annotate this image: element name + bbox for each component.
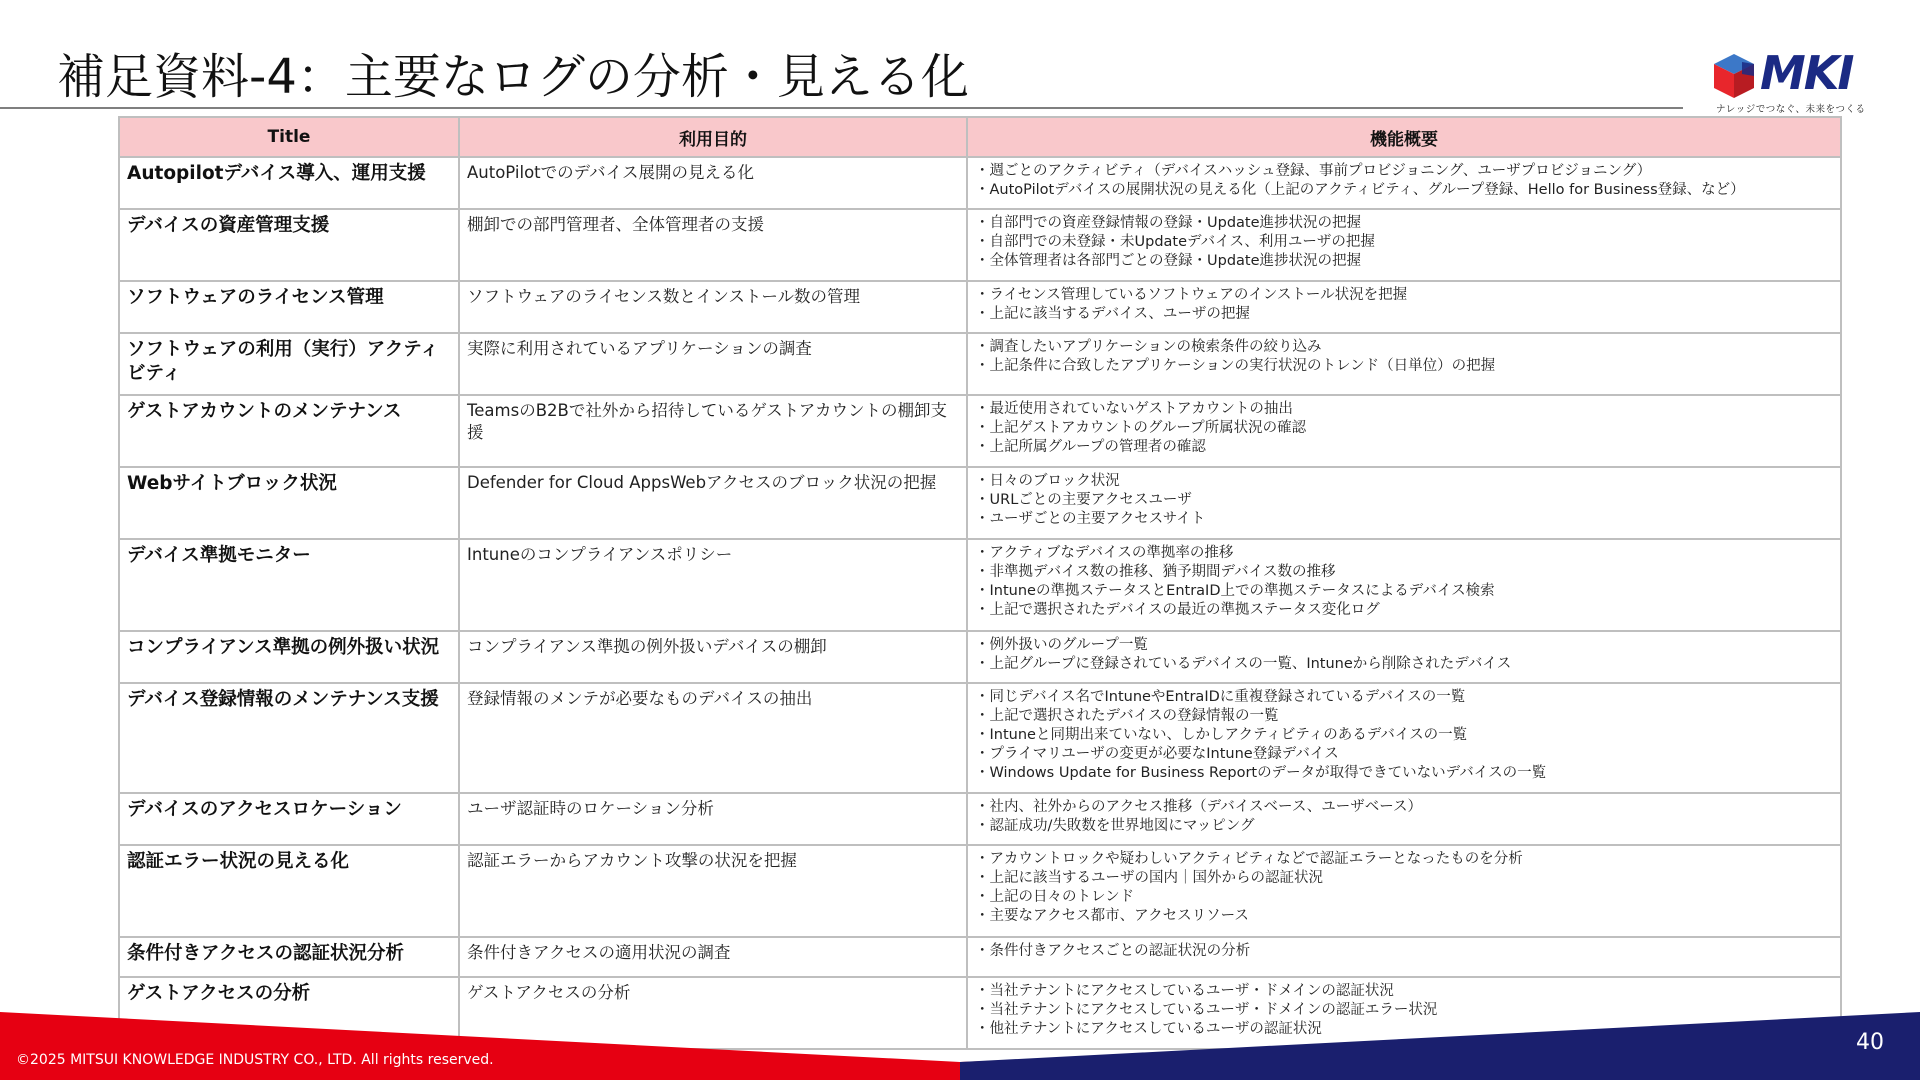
row-features [967,395,1841,467]
row-features [967,209,1841,281]
table-row [119,281,1841,333]
feature-item: ・Windows Update for Business Reportのデータが取得できていないデバイスの一覧 [975,765,1547,781]
feature-item: ・上記条件に合致したアプリケーションの実行状況のトレンド（日単位）の把握 [975,358,1496,374]
row-title: デバイス準拠モニター [119,539,459,631]
feature-item: ・ユーザごとの主要アクセスサイト [975,511,1206,527]
logo-wordmark: MKI [1760,46,1853,100]
row-title: 認証エラー状況の見える化 [119,845,459,937]
row-features [967,631,1841,683]
feature-item: ・非準拠デバイス数の推移、猶予期間デバイス数の推移 [975,564,1336,580]
feature-item: ・上記グループに登録されているデバイスの一覧、Intuneから削除されたデバイス [975,656,1512,672]
row-purpose: 登録情報のメンテが必要なものデバイスの抽出 [459,683,967,793]
row-purpose: コンプライアンス準拠の例外扱いデバイスの棚卸 [459,631,967,683]
feature-item: ・プライマリユーザの変更が必要なIntune登録デバイス [975,746,1339,762]
feature-item: ・上記所属グループの管理者の確認 [975,439,1206,455]
row-purpose: Intuneのコンプライアンスポリシー [459,539,967,631]
row-title: ソフトウェアの利用（実行）アクティビティ [119,333,459,395]
row-purpose: ソフトウェアのライセンス数とインストール数の管理 [459,281,967,333]
feature-item: ・調査したいアプリケーションの検索条件の絞り込み [975,339,1322,355]
table-body [119,157,1841,1049]
table-row [119,157,1841,209]
row-purpose: 条件付きアクセスの適用状況の調査 [459,937,967,977]
footer-band [0,1012,1920,1080]
table-row [119,937,1841,977]
row-features [967,845,1841,937]
row-features [967,157,1841,209]
table-row [119,683,1841,793]
table-row [119,395,1841,467]
feature-item: ・条件付きアクセスごとの認証状況の分析 [975,943,1251,959]
feature-item: ・ライセンス管理しているソフトウェアのインストール状況を把握 [975,287,1408,303]
row-purpose: Defender for Cloud AppsWebアクセスのブロック状況の把握 [459,467,967,539]
feature-item: ・認証成功/失敗数を世界地図にマッピング [975,818,1255,834]
feature-item: ・URLごとの主要アクセスユーザ [975,492,1192,508]
page-number: 40 [1856,1030,1884,1055]
table-row [119,631,1841,683]
row-title: Webサイトブロック状況 [119,467,459,539]
row-title: ゲストアカウントのメンテナンス [119,395,459,467]
feature-item: ・上記の日々のトレンド [975,889,1135,905]
row-purpose: ゲストアクセスの分析 [459,977,967,1049]
feature-item: ・週ごとのアクティビティ（デバイスハッシュ登録、事前プロビジョニング、ユーザプロビジョニング） [975,163,1652,179]
row-features [967,281,1841,333]
mki-logo [1712,46,1872,120]
row-title: ソフトウェアのライセンス管理 [119,281,459,333]
title-divider [0,107,1683,109]
header-title: Title [119,117,459,157]
feature-item: ・同じデバイス名でIntuneやEntraIDに重複登録されているデバイスの一覧 [975,689,1466,705]
feature-item: ・AutoPilotデバイスの展開状況の見える化（上記のアクティビティ、グループ登録、Hello for Business登録、など） [975,182,1745,198]
row-purpose: AutoPilotでのデバイス展開の見える化 [459,157,967,209]
page-title: 補足資料-4：主要なログの分析・見える化 [57,49,969,105]
feature-item: ・上記に該当するユーザの国内｜国外からの認証状況 [975,870,1323,886]
row-purpose: 認証エラーからアカウント攻撃の状況を把握 [459,845,967,937]
table-row [119,845,1841,937]
cube-logo-icon [1712,52,1756,100]
feature-item: ・全体管理者は各部門ごとの登録・Update進捗状況の把握 [975,253,1362,269]
feature-item: ・上記で選択されたデバイスの最近の準拠ステータス変化ログ [975,602,1380,618]
feature-item: ・自部門での未登録・未Updateデバイス、利用ユーザの把握 [975,234,1375,250]
table-row [119,539,1841,631]
feature-item: ・アカウントロックや疑わしいアクティビティなどで認証エラーとなったものを分析 [975,851,1523,867]
log-analysis-table [118,116,1842,1050]
feature-item: ・当社テナントにアクセスしているユーザ・ドメインの認証エラー状況 [975,1002,1438,1018]
feature-item: ・当社テナントにアクセスしているユーザ・ドメインの認証状況 [975,983,1394,999]
feature-item: ・上記ゲストアカウントのグループ所属状況の確認 [975,420,1307,436]
row-features [967,333,1841,395]
row-purpose: 棚卸での部門管理者、全体管理者の支援 [459,209,967,281]
feature-item: ・日々のブロック状況 [975,473,1120,489]
table-row [119,333,1841,395]
row-features [967,539,1841,631]
feature-item: ・例外扱いのグループ一覧 [975,637,1148,653]
row-features [967,683,1841,793]
feature-item: ・最近使用されていないゲストアカウントの抽出 [975,401,1293,417]
feature-item: ・アクティブなデバイスの準拠率の推移 [975,545,1234,561]
copyright-text: ©2025 MITSUI KNOWLEDGE INDUSTRY CO., LTD. All rights reserved. [16,1052,494,1068]
feature-item: ・自部門での資産登録情報の登録・Update進捗状況の把握 [975,215,1362,231]
feature-item: ・他社テナントにアクセスしているユーザの認証状況 [975,1021,1322,1037]
logo-tagline: ナレッジでつなぐ、未来をつくる [1716,104,1866,115]
table-row [119,467,1841,539]
row-title: Autopilotデバイス導入、運用支援 [119,157,459,209]
header-features: 機能概要 [967,117,1841,157]
row-title: デバイス登録情報のメンテナンス支援 [119,683,459,793]
row-title: 条件付きアクセスの認証状況分析 [119,937,459,977]
row-purpose: 実際に利用されているアプリケーションの調査 [459,333,967,395]
feature-item: ・Intuneと同期出来ていない、しかしアクティビティのあるデバイスの一覧 [975,727,1468,743]
row-purpose: TeamsのB2Bで社外から招待しているゲストアカウントの棚卸支援 [459,395,967,467]
row-title: コンプライアンス準拠の例外扱い状況 [119,631,459,683]
table-row [119,209,1841,281]
feature-item: ・主要なアクセス都市、アクセスリソース [975,908,1249,924]
row-title: デバイスのアクセスロケーション [119,793,459,845]
table-row [119,793,1841,845]
feature-item: ・社内、社外からのアクセス推移（デバイスベース、ユーザベース） [975,799,1423,815]
feature-item: ・上記で選択されたデバイスの登録情報の一覧 [975,708,1279,724]
row-features [967,937,1841,977]
header-purpose: 利用目的 [459,117,967,157]
table-header-row [119,117,1841,157]
row-features [967,467,1841,539]
row-title: ゲストアクセスの分析 [119,977,459,1049]
feature-item: ・上記に該当するデバイス、ユーザの把握 [975,306,1250,322]
row-purpose: ユーザ認証時のロケーション分析 [459,793,967,845]
row-features [967,793,1841,845]
row-title: デバイスの資産管理支援 [119,209,459,281]
feature-item: ・Intuneの準拠ステータスとEntraID上での準拠ステータスによるデバイス検索 [975,583,1495,599]
